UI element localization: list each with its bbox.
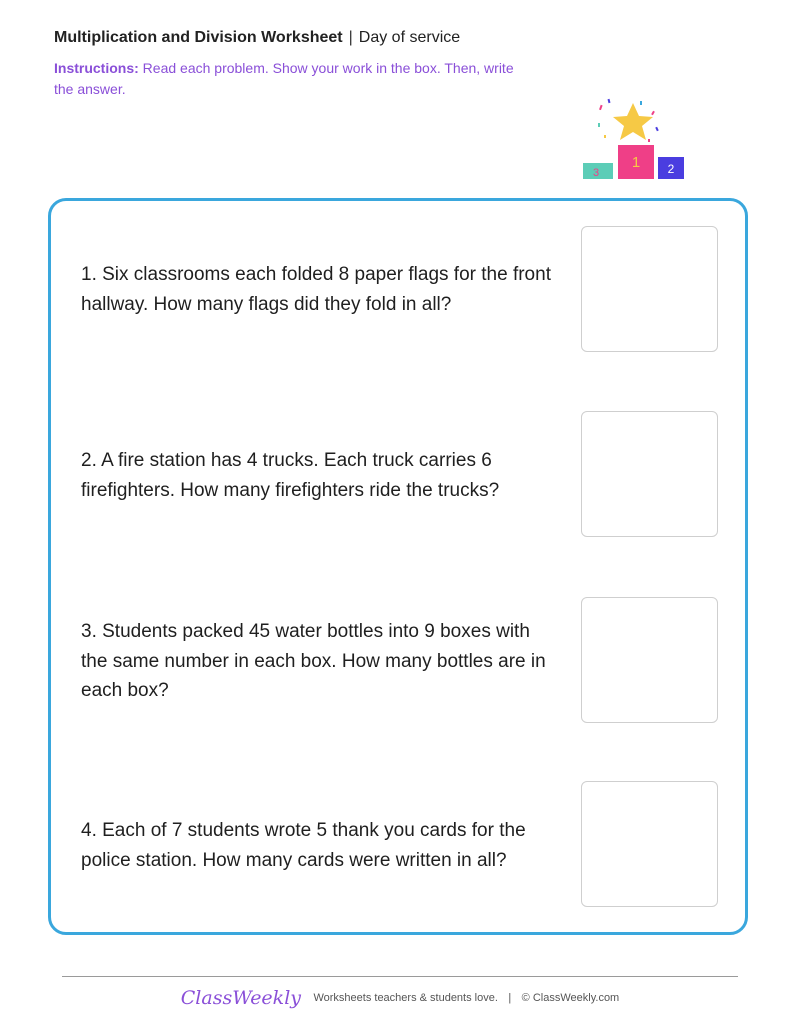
- answer-box-3[interactable]: [581, 597, 718, 723]
- problem-3: 3. Students packed 45 water bottles into 9 boxes with the same number in each box. How many bottles are in each box?: [81, 621, 546, 701]
- brand-logo: ClassWeekly: [180, 987, 301, 1009]
- worksheet-title: Multiplication and Division Worksheet: [54, 29, 343, 46]
- star-icon: [613, 103, 653, 140]
- answer-box-2[interactable]: [581, 411, 718, 537]
- instructions-text: Read each problem. Show your work in the box. Then, write the answer.: [54, 60, 514, 97]
- problem-1: 1. Six classrooms each folded 8 paper flags for the front hallway. How many flags did they fold in all?: [81, 264, 551, 315]
- problem-4: 4. Each of 7 students wrote 5 thank you cards for the police station. How many cards were written in all?: [81, 820, 526, 871]
- title-line: [54, 28, 554, 48]
- answer-box-4[interactable]: [581, 781, 718, 907]
- problems-card: [48, 198, 748, 935]
- answer-box-1[interactable]: [581, 226, 718, 352]
- footer-tagline: Worksheets teachers & students love.: [313, 992, 498, 1004]
- instructions-label: Instructions:: [54, 60, 139, 76]
- footer: [0, 987, 800, 1009]
- podium-graphic: [578, 95, 690, 183]
- worksheet-subtitle: Day of service: [358, 29, 461, 46]
- podium-label-3: 3: [592, 167, 600, 179]
- winners-podium-illustration: [578, 95, 690, 183]
- footer-copyright: © ClassWeekly.com: [521, 992, 620, 1004]
- podium-label-1: 1: [631, 154, 641, 171]
- footer-divider: [62, 976, 738, 977]
- worksheet-header: [54, 28, 554, 100]
- problem-2: 2. A fire station has 4 trucks. Each truck carries 6 firefighters. How many firefighters ride the trucks?: [81, 450, 500, 501]
- title-separator: |: [348, 29, 353, 46]
- podium-label-2: 2: [667, 162, 675, 176]
- instructions: [54, 58, 524, 100]
- footer-separator: |: [508, 992, 512, 1004]
